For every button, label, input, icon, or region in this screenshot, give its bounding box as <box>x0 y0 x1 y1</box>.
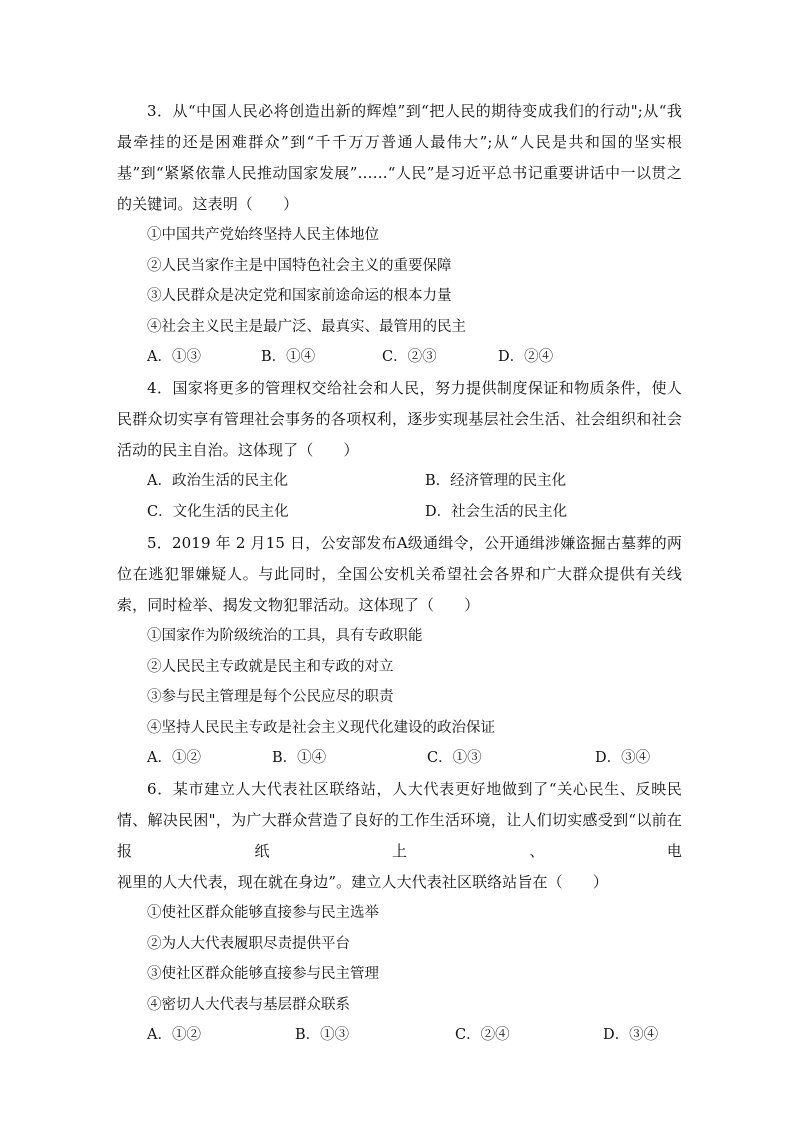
question-3-choice-d[interactable]: D．②④ <box>498 349 554 365</box>
question-5-option-1: ①国家作为阶级统治的工具，具有专政职能 <box>147 628 423 644</box>
question-6 <box>117 774 682 1051</box>
question-6-option-4: ④密切人大代表与基层群众联系 <box>147 996 350 1013</box>
question-6-stem-line-2: 决民困"，为广大群众营造了良好的工作生活环境，让人们切实感受到“以前在报纸上、电 <box>117 811 682 860</box>
question-3-option-1: ①中国共产党始终坚持人民主体地位 <box>147 227 379 243</box>
question-3-option-3: ③人民群众是决定党和国家前途命运的根本力量 <box>147 288 452 304</box>
question-6-choice-b[interactable]: B．①③ <box>295 1027 350 1043</box>
question-4-choice-d[interactable]: D．社会生活的民主化 <box>425 504 568 520</box>
question-5-stem-line-3: 揭发文物犯罪活动。这体现了（ ） <box>222 596 480 614</box>
question-6-stem <box>117 774 682 898</box>
question-4-choices-row-1 <box>117 466 682 497</box>
question-5-option-3: ③参与民主管理是每个公民应尽的职责 <box>147 689 394 705</box>
question-5-option-2: ②人民民主专政就是民主和专政的对立 <box>147 658 394 675</box>
question-4-choice-c[interactable]: C．文化生活的民主化 <box>147 504 289 520</box>
question-4-stem-line-3: 治。这体现了（ ） <box>207 441 359 459</box>
question-6-option-2: ②为人大代表履职尽责提供平台 <box>147 935 350 952</box>
question-3-option-2: ②人民当家作主是中国特色社会主义的重要保障 <box>147 257 452 274</box>
question-5-option-4: ④坚持人民民主专政是社会主义现代化建设的政治保证 <box>147 719 495 736</box>
question-3-option-4: ④社会主义民主是最广泛、最真实、最管用的民主 <box>147 318 466 335</box>
question-3-choice-c[interactable]: C．②③ <box>382 349 437 365</box>
question-6-option-3: ③使社区群众能够直接参与民主管理 <box>147 966 379 982</box>
question-4-stem-line-1: 4．国家将更多的管理权交给社会和人民，努力提供制度保证和物质条件，使人民群众 <box>117 379 682 428</box>
question-4-stem <box>117 373 682 466</box>
exam-page <box>117 96 682 1051</box>
question-3-choice-a[interactable]: A．①③ <box>147 349 201 365</box>
question-3-stem-line-2: 牵挂的还是困难群众”到“千千万万普通人最伟大”;从“人民是共和国的坚实根基”到“紧 <box>117 133 682 182</box>
question-5-stem <box>117 528 682 621</box>
question-3-stem <box>117 96 682 220</box>
question-3 <box>117 96 682 373</box>
question-6-choice-c[interactable]: C．②④ <box>455 1027 510 1043</box>
question-5-choices <box>117 743 682 774</box>
question-3-choices <box>117 342 682 373</box>
question-6-stem-line-3: 视里的人大代表，现在就在身边”。建立人大代表社区联络站旨在（ ） <box>117 873 608 891</box>
question-4-choice-b[interactable]: B．经济管理的民主化 <box>425 473 567 489</box>
question-5-choice-a[interactable]: A．①② <box>147 750 201 766</box>
question-5-choice-c[interactable]: C．①③ <box>427 750 482 766</box>
question-3-stem-line-3: 紧依靠人民推动国家发展”……“人民”是习近平总书记重要讲话中一以贯之的关键词。这 <box>117 164 682 213</box>
question-6-option-1: ①使社区群众能够直接参与民主选举 <box>147 905 379 921</box>
question-3-stem-line-4: 表明（ ） <box>207 195 299 213</box>
question-4 <box>117 373 682 528</box>
question-5-choice-d[interactable]: D．③④ <box>595 750 651 766</box>
question-3-stem-line-1: 3．从“中国人民必将创造出新的辉煌”到“把人民的期待变成我们的行动";从“我最 <box>117 102 682 151</box>
question-6-choice-a[interactable]: A．①② <box>147 1027 201 1043</box>
question-4-choices-row-2 <box>117 497 682 528</box>
question-5-choice-b[interactable]: B．①④ <box>272 750 327 766</box>
question-5 <box>117 528 682 774</box>
question-3-choice-b[interactable]: B．①④ <box>261 349 316 365</box>
question-5-stem-line-1: 5．2019 年 2 月15 日，公安部发布A级通缉令，公开通缉涉嫌盗掘古墓葬的两位在逃 <box>117 534 682 583</box>
question-4-stem-line-2: 切实享有管理社会事务的各项权利，逐步实现基层社会生活、社会组织和社会活动的民主自 <box>117 410 682 459</box>
question-6-choices <box>117 1020 682 1051</box>
question-6-stem-line-1: 6．某市建立人大代表社区联络站，人大代表更好地做到了“关心民生、反映民情、解 <box>117 780 682 829</box>
question-4-choice-a[interactable]: A．政治生活的民主化 <box>147 473 288 489</box>
question-6-choice-d[interactable]: D．③④ <box>603 1027 659 1043</box>
question-5-stem-line-2: 犯罪嫌疑人。与此同时，全国公安机关希望社会各界和广大群众提供有关线索，同时检举、 <box>117 565 682 614</box>
